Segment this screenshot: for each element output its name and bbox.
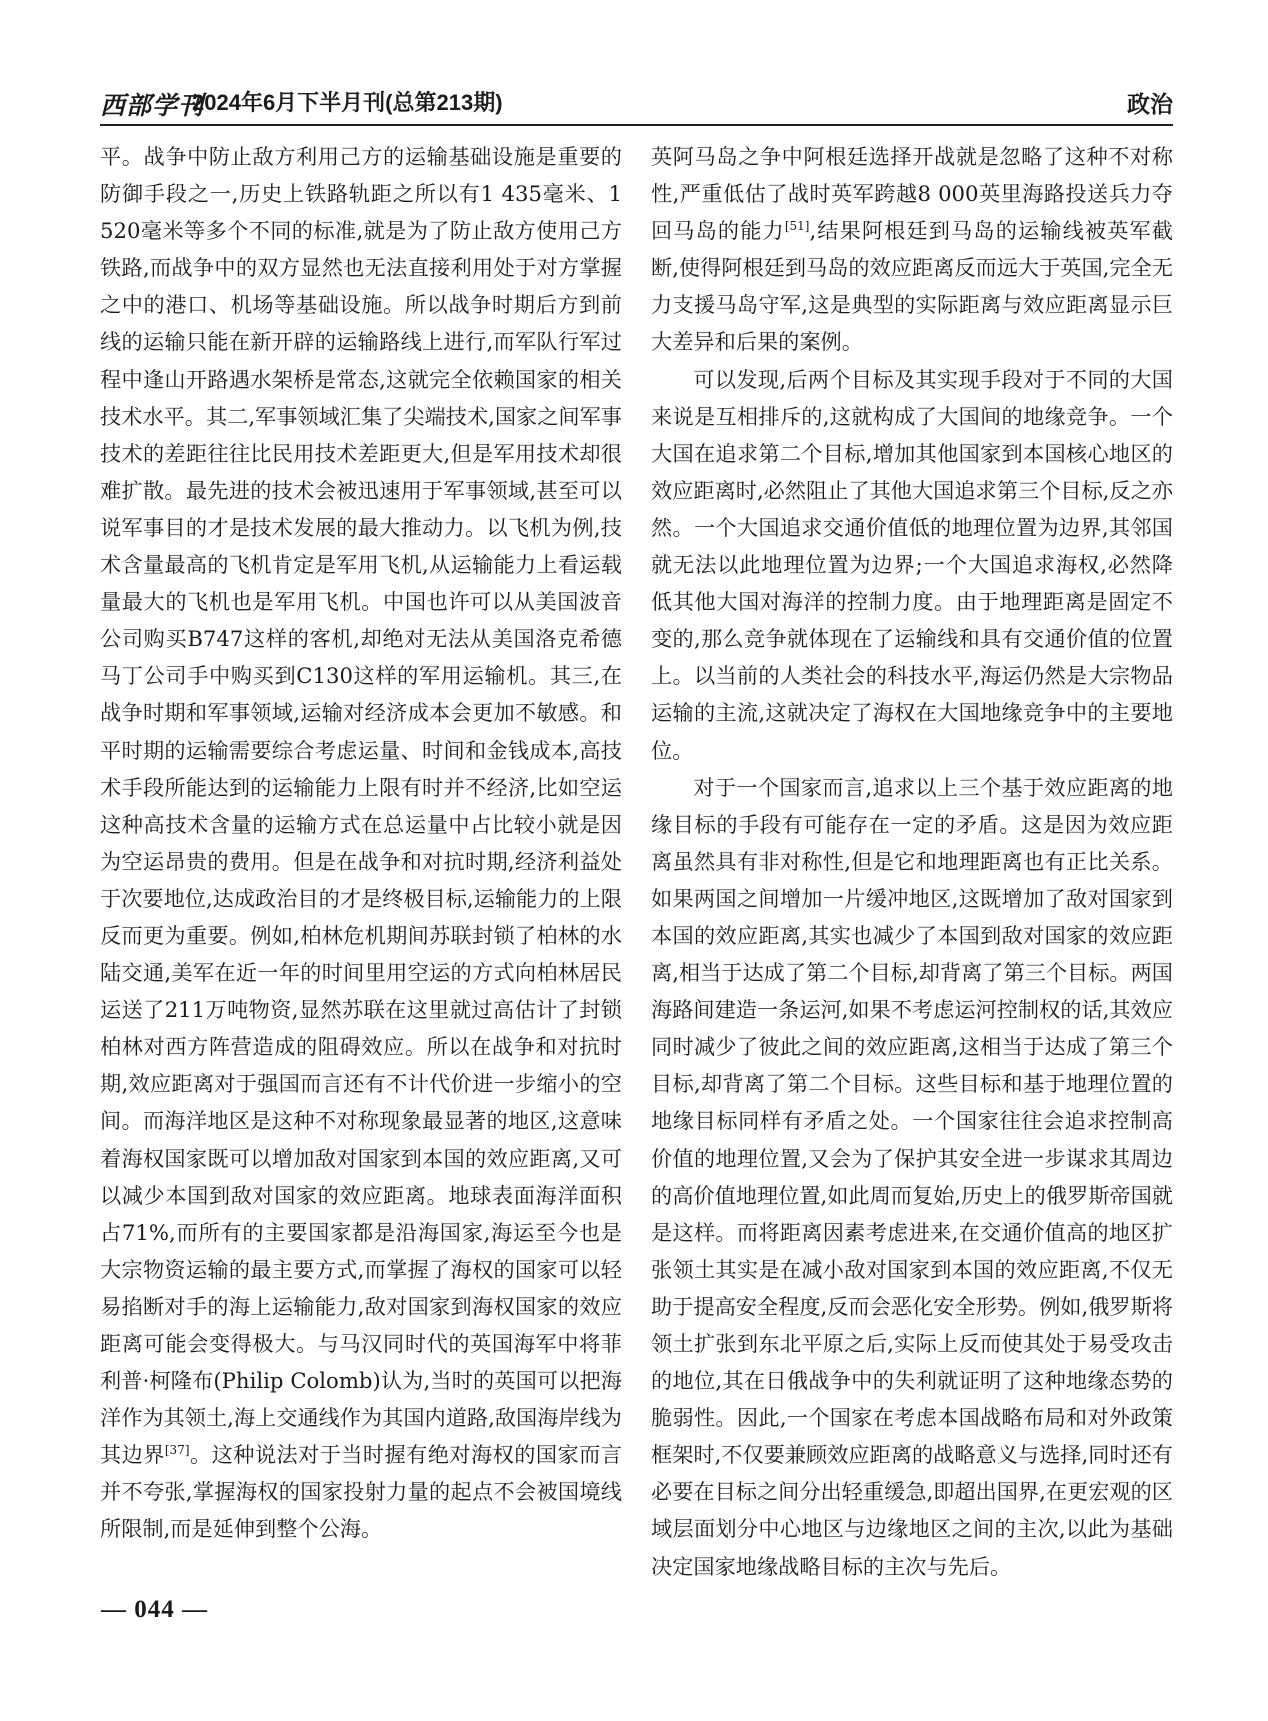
citation-ref: [37]: [164, 1443, 190, 1458]
left-column: [100, 138, 622, 1548]
section-name: 政治: [1127, 91, 1173, 117]
paragraph-text: ,结果阿根廷到马岛的运输线被英军截断,使得阿根廷到马岛的效应距离反而远大于英国,完全无力支援马岛守军,这是典型的实际距离与效应距离显示巨大差异和后果的案例。: [651, 218, 1173, 355]
paragraph: [651, 138, 1173, 361]
page-header: [100, 86, 1173, 126]
paragraph-text: 平。战争中防止敌方利用己方的运输基础设施是重要的防御手段之一,历史上铁路轨距之所以有1 435毫米、1 520毫米等多个不同的标准,就是为了防止敌方使用己方铁路,而战争中的双方显然也无法直接利用处于对方掌握之中的港口、机场等基础设施。所以战争时期后方到前线的运输只能在新开辟的运输路线上进行,而军队行军过程中逢山开路遇水架桥是常态,这就完全依赖国家的相关技术水平。其二,军事领域汇集了尖端技术,国家之间军事技术的差距往往比民用技术差距更大,但是军用技术却很难扩散。最先进的技术会被迅速用于军事领域,甚至可以说军事目的才是技术发展的最大推动力。以飞机为例,技术含量最高的飞机肯定是军用飞机,从运输能力上看运载量最大的飞机也是军用飞机。中国也许可以从美国波音公司购买B747这样的客机,却绝对无法从美国洛克希德马丁公司手中购买到C130这样的军用运输机。其三,在战争时期和军事领域,运输对经济成本会更加不敏感。和平时期的运输需要综合考虑运量、时间和金钱成本,高技术手段所能达到的运输能力上限有时并不经济,比如空运这种高技术含量的运输方式在总运量中占比较小就是因为空运昂贵的费用。但是在战争和对抗时期,经济利益处于次要地位,达成政治目的才是终极目标,运输能力的上限反而更为重要。例如,柏林危机期间苏联封锁了柏林的水陆交通,美军在近一年的时间里用空运的方式向柏林居民运送了211万吨物资,显然苏联在这里就过高估计了封锁柏林对西方阵营造成的阻碍效应。所以在战争和对抗时期,效应距离对于强国而言还有不计代价进一步缩小的空间。而海洋地区是这种不对称现象最显著的地区,这意味着海权国家既可以增加敌对国家到本国的效应距离,又可以减少本国到敌对国家的效应距离。地球表面海洋面积占71%,而所有的主要国家都是沿海国家,海运至今也是大宗物资运输的最主要方式,而掌握了海权的国家可以轻易掐断对手的海上运输能力,敌对国家到海权国家的效应距离可能会变得极大。与马汉同时代的英国海军中将菲利普·柯隆布(Philip Colomb)认为,当时的英国可以把海洋作为其领土,海上交通线作为其国内道路,敌国海岸线为其边界: [100, 144, 622, 1468]
page-number: — 044 —: [101, 1596, 208, 1623]
journal-logo: 西部学刊: [100, 91, 205, 120]
citation-ref: [51]: [784, 219, 810, 234]
issue-info: 2024年6月下半月刊(总第213期): [192, 90, 503, 115]
paragraph: 可以发现,后两个目标及其实现手段对于不同的大国来说是互相排斥的,这就构成了大国间的地缘竞争。一个大国在追求第二个目标,增加其他国家到本国核心地区的效应距离时,必然阻止了其他大国追求第三个目标,反之亦然。一个大国追求交通价值低的地理位置为边界,其邻国就无法以此地理位置为边界;一个大国追求海权,必然降低其他大国对海洋的控制力度。由于地理距离是固定不变的,那么竞争就体现在了运输线和具有交通价值的位置上。以当前的人类社会的科技水平,海运仍然是大宗物品运输的主流,这就决定了海权在大国地缘竞争中的主要地位。: [651, 366, 1173, 763]
right-column: [651, 138, 1173, 1585]
paragraph-text: 。这种说法对于当时握有绝对海权的国家而言并不夸张,掌握海权的国家投射力量的起点不会被国境线所限制,而是延伸到整个公海。: [100, 1442, 622, 1542]
header-rule: [100, 124, 1173, 126]
paragraph: 对于一个国家而言,追求以上三个基于效应距离的地缘目标的手段有可能存在一定的矛盾。这是因为效应距离虽然具有非对称性,但是它和地理距离也有正比关系。如果两国之间增加一片缓冲地区,这既增加了敌对国家到本国的效应距离,其实也减少了本国到敌对国家的效应距离,相当于达成了第二个目标,却背离了第三个目标。两国海路间建造一条运河,如果不考虑运河控制权的话,其效应同时减少了彼此之间的效应距离,这相当于达成了第三个目标,却背离了第二个目标。这些目标和基于地理位置的地缘目标同样有矛盾之处。一个国家往往会追求控制高价值的地理位置,又会为了保护其安全进一步谋求其周边的高价值地理位置,如此周而复始,历史上的俄罗斯帝国就是这样。而将距离因素考虑进来,在交通价值高的地区扩张领土其实是在减小敌对国家到本国的效应距离,不仅无助于提高安全程度,反而会恶化安全形势。例如,俄罗斯将领土扩张到东北平原之后,实际上反而使其处于易受攻击的地位,其在日俄战争中的失利就证明了这种地缘态势的脆弱性。因此,一个国家在考虑本国战略布局和对外政策框架时,不仅要兼顾效应距离的战略意义与选择,同时还有必要在目标之间分出轻重缓急,即超出国界,在更宏观的区域层面划分中心地区与边缘地区之间的主次,以此为基础决定国家地缘战略目标的主次与先后。: [651, 774, 1173, 1579]
paragraph: [100, 138, 622, 1548]
paragraph-text: 英阿马岛之争中阿根廷选择开战就是忽略了这种不对称性,严重低估了战时英军跨越8 000英里海路投送兵力夺回马岛的能力: [651, 144, 1173, 244]
